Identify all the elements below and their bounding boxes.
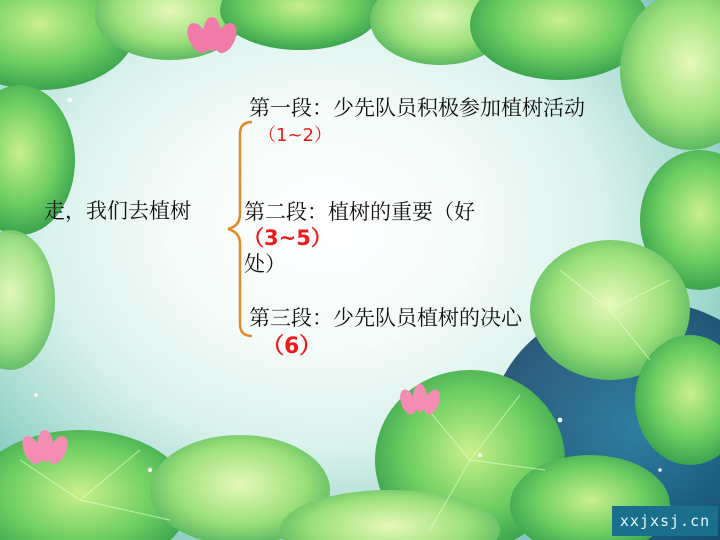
section-3-range: （6） (262, 334, 322, 359)
section-1-range: （1~2） (258, 125, 332, 146)
section-3-text: 第三段：少先队员植树的决心 (249, 306, 522, 330)
section-2-text-line1: 第二段：植树的重要（好 (244, 200, 475, 224)
section-1-text: 第一段：少先队员积极参加植树活动 (249, 96, 585, 120)
section-2-text-line2: 处） (244, 252, 286, 276)
watermark-logo: xxjxsj.cn (612, 506, 718, 536)
lesson-title: 走，我们去植树 (44, 199, 191, 223)
section-2-range: （3~5） (243, 226, 332, 250)
